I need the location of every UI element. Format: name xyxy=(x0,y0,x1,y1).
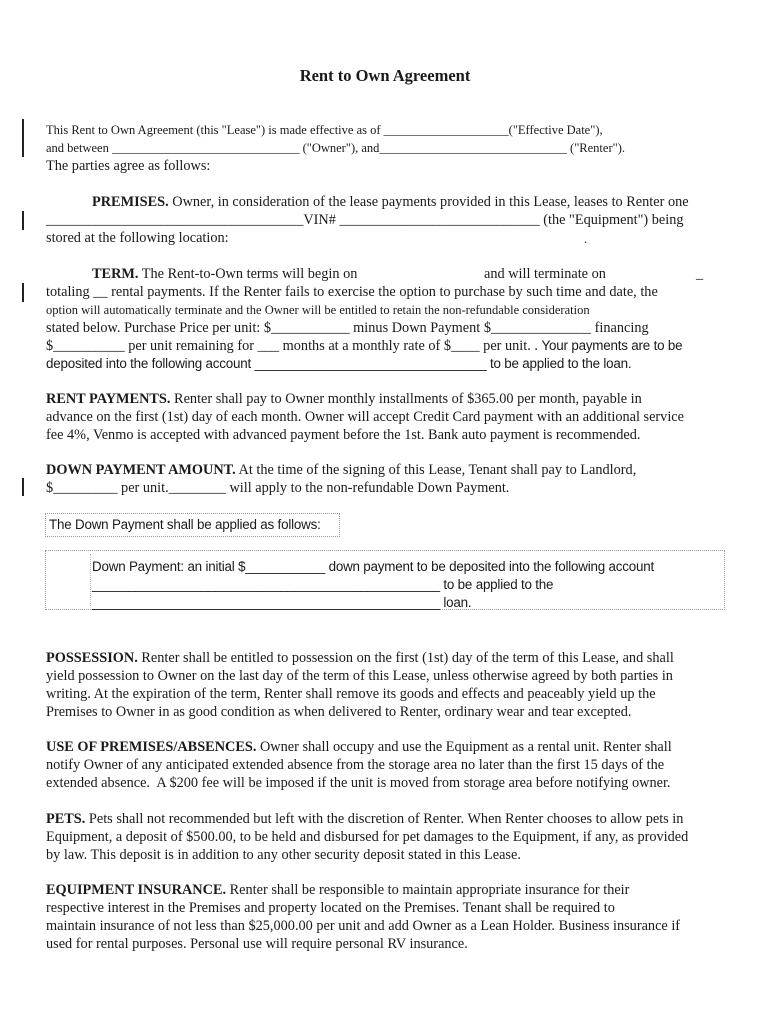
rent-payments-line: advance on the first (1st) day of each month. Owner will accept Credit Card payment with an additional service xyxy=(46,409,684,425)
revision-bar xyxy=(22,211,24,230)
premises-line: PREMISES. Owner, in consideration of the lease payments provided in this Lease, leases to Renter one xyxy=(92,194,689,210)
pets-line: by law. This deposit is in addition to any other security deposit stated in this Lease. xyxy=(46,847,521,863)
possession-line: yield possession to Owner on the last day of the term of this Lease, unless otherwise agreed by both parties in xyxy=(46,668,673,684)
premises-line: stored at the following location: xyxy=(46,230,229,246)
possession-line: writing. At the expiration of the term, Renter shall remove its goods and effects and peaceably yield up the xyxy=(46,686,656,702)
possession-heading: POSSESSION. xyxy=(46,650,138,666)
down-payment-box-line: Down Payment: an initial $___________ down payment to be deposited into the following account xyxy=(92,559,655,574)
rent-payments-line: RENT PAYMENTS. Renter shall pay to Owner monthly installments of $365.00 per month, payable in xyxy=(46,391,642,407)
document-title: Rent to Own Agreement xyxy=(299,66,471,85)
use-of-premises-line: notify Owner of any anticipated extended absence from the storage area no later than the first 15 days of the xyxy=(46,757,665,773)
rent-payments-heading: RENT PAYMENTS. xyxy=(46,391,171,407)
pets-heading: PETS. xyxy=(46,811,86,827)
intro-line: and between ______________________________ ("Owner"), and______________________________ ("Renter"). xyxy=(46,141,626,155)
term-line: _ xyxy=(696,266,704,282)
insurance-heading: EQUIPMENT INSURANCE. xyxy=(46,882,227,898)
intro-line: The parties agree as follows: xyxy=(46,158,211,174)
revision-bar xyxy=(22,283,24,302)
premises-heading: PREMISES. xyxy=(92,194,169,210)
term-line: TERM. The Rent-to-Own terms will begin on xyxy=(92,266,358,282)
use-of-premises-line: USE OF PREMISES/ABSENCES. Owner shall occupy and use the Equipment as a rental unit. Renter shall xyxy=(46,739,672,755)
intro-line: This Rent to Own Agreement (this "Lease") is made effective as of ____________________("Effective Date"), xyxy=(46,123,603,137)
possession-line: Premises to Owner in as good condition as when delivered to Renter, ordinary wear and tear excepted. xyxy=(46,704,632,720)
down-payment-amount-line: DOWN PAYMENT AMOUNT. At the time of the signing of this Lease, Tenant shall pay to Landlord, xyxy=(46,462,637,478)
insurance-line: maintain insurance of not less than $25,000.00 per unit and add Owner as a Lean Holder. Business insurance if xyxy=(46,918,681,934)
pets-line: Equipment, a deposit of $500.00, to be held and disbursed for pet damages to the Equipment, if any, as provided xyxy=(46,829,689,845)
premises-line: ____________________________________VIN# ____________________________ (the "Equipment") being xyxy=(46,212,684,228)
term-line: stated below. Purchase Price per unit: $___________ minus Down Payment $______________ financing xyxy=(46,320,649,336)
down-payment-box-title: The Down Payment shall be applied as follows: xyxy=(49,517,321,532)
premises-dot: . xyxy=(584,231,588,246)
insurance-line: respective interest in the Premises and property located on the Premises. Tenant shall be required to xyxy=(46,900,615,916)
insurance-line: used for rental purposes. Personal use will require personal RV insurance. xyxy=(46,936,468,952)
revision-bar xyxy=(22,119,24,157)
down-payment-box-line: ________________________________________________ to be applied to the xyxy=(92,577,554,592)
down-payment-amount-heading: DOWN PAYMENT AMOUNT. xyxy=(46,462,236,478)
insurance-line: EQUIPMENT INSURANCE. Renter shall be responsible to maintain appropriate insurance for their xyxy=(46,882,630,898)
use-of-premises-line: extended absence. A $200 fee will be imposed if the unit is moved from storage area before notifying owner. xyxy=(46,775,671,791)
use-of-premises-heading: USE OF PREMISES/ABSENCES. xyxy=(46,739,257,755)
term-line: and will terminate on xyxy=(484,266,606,282)
down-payment-amount-line: $_________ per unit.________ will apply to the non-refundable Down Payment. xyxy=(46,480,510,496)
term-line: option will automatically terminate and the Owner will be entitled to retain the non-refundable consideration xyxy=(46,303,590,317)
term-line: deposited into the following account ________________________________ to be applied to the loan. xyxy=(46,356,632,371)
term-line: $__________ per unit remaining for ___ months at a monthly rate of $____ per unit. . Your payments are to be xyxy=(46,338,683,354)
possession-line: POSSESSION. Renter shall be entitled to possession on the first (1st) day of the term of this Lease, and shall xyxy=(46,650,674,666)
term-heading: TERM. xyxy=(92,266,139,282)
rent-payments-line: fee 4%, Venmo is accepted with advanced payment before the 1st. Bank auto payment is recommended. xyxy=(46,427,641,443)
down-payment-box-line: ________________________________________________ loan. xyxy=(92,595,472,610)
pets-line: PETS. Pets shall not recommended but left with the discretion of Renter. When Renter chooses to allow pets in xyxy=(46,811,684,827)
revision-bar xyxy=(22,478,24,496)
term-line: totaling __ rental payments. If the Renter fails to exercise the option to purchase by such time and date, the xyxy=(46,284,658,300)
